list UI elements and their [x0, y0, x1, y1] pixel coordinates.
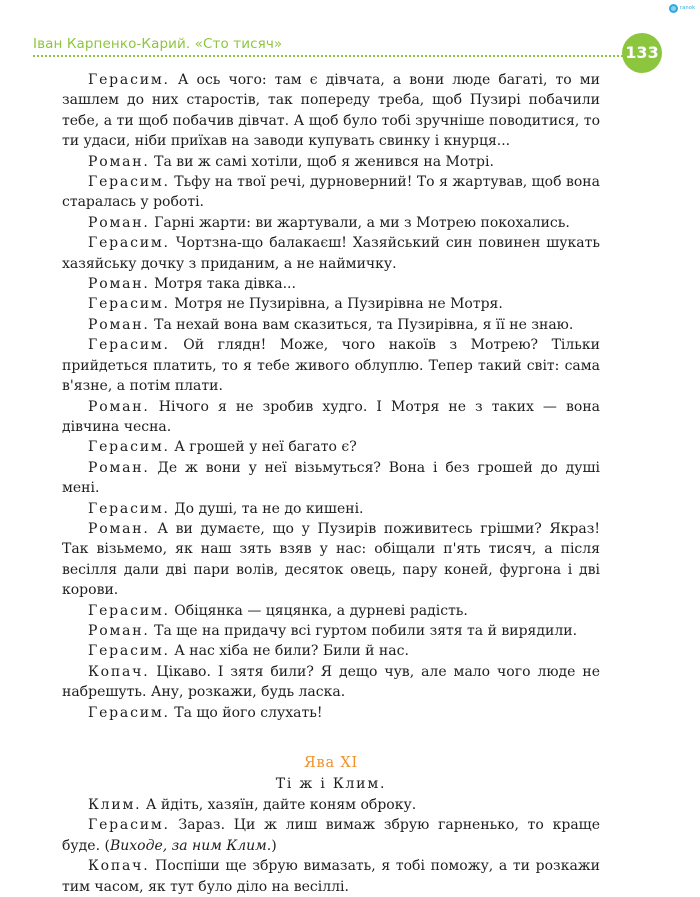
publisher-logo: [669, 4, 696, 14]
line-text: Та нехай вона вам сказиться, та Пузирівна, я її не знаю.: [149, 316, 574, 333]
line-text: Де ж вони у неї візьмуться? Вона і без грошей до душі мені.: [62, 459, 600, 497]
dialogue-line: [62, 437, 600, 457]
dialogue-line: [62, 294, 600, 314]
dialogue-line: [62, 815, 600, 856]
speaker-name: Герасим.: [88, 72, 170, 88]
dialogue-line: [62, 703, 600, 723]
dialogue-line: [62, 621, 600, 641]
line-text: Та ви ж самі хотіли, щоб я женився на Мотрі.: [149, 153, 494, 170]
speaker-name: Копач.: [88, 858, 150, 875]
act-title: Ява XI: [304, 755, 358, 771]
act-persons: Ті ж і Клим.: [275, 776, 387, 792]
line-text: Зараз. Ци ж лиш вимаж збрую гарненько, то краще буде. (: [62, 817, 600, 854]
page-number: 133: [622, 33, 662, 73]
line-text-end: ): [271, 837, 277, 854]
speaker-name: Герасим.: [88, 500, 170, 517]
dialogue-line: [62, 795, 600, 815]
speaker-name: Герасим.: [88, 643, 170, 660]
act-dialogue-block: [62, 795, 600, 897]
dialogue-line: [62, 641, 600, 661]
dialogue-line: [62, 662, 600, 703]
line-text: Ой глядн! Може, чого накоїв з Мотрею? Тільки прийдеться платить, то я тебе живого облуплю. Тепер такий світ: сама в'язне, а потім плати.: [62, 337, 600, 395]
line-text: А йдіть, хазяїн, дайте коням оброку.: [141, 797, 417, 813]
speaker-name: Клим.: [88, 797, 142, 813]
dialogue-line: [62, 233, 600, 274]
speaker-name: Герасим.: [88, 817, 170, 834]
speaker-name: Герасим.: [88, 439, 170, 456]
publisher-logo-text: ranok: [680, 5, 696, 11]
line-text: Нічого я не зробив худго. І Мотря не з таких — вона дівчина чесна.: [62, 398, 600, 435]
dialogue-line: [62, 458, 600, 499]
speaker-name: Роман.: [88, 276, 150, 293]
line-text: Чортзна-що балакаєш! Хазяйський син повинен шукать хазяйську дочку з приданим, а не наймичку.: [62, 235, 600, 272]
line-text: Поспіши ще збрую вимазать, я тобі поможу, а ти розкажи тим часом, як тут було діло на весіллі.: [62, 858, 600, 895]
dialogue-line: [62, 172, 600, 213]
dialogue-line: [62, 499, 600, 519]
dialogue-block: [62, 70, 600, 723]
line-text: До душі, та не до кишені.: [169, 500, 364, 517]
speaker-name: Роман.: [88, 622, 150, 639]
line-text: А нас хіба не били? Били й нас.: [169, 643, 409, 660]
dialogue-line: [62, 213, 600, 233]
header-dotted-rule: [33, 55, 627, 57]
speaker-name: Герасим.: [88, 296, 170, 313]
speaker-name: Герасим.: [88, 602, 170, 619]
speaker-name: Роман.: [88, 398, 150, 415]
play-text: [62, 70, 600, 897]
line-text: А ви думаєте, що у Пузирів поживитесь грішми? Якраз! Так візьмемо, як наш зять взяв у нас: обіщали п'ять тисяч, а після весілля дали дві пари волів, десяток овець, пару коней, фургона і дві корови.: [62, 520, 600, 599]
line-text: Та ще на придачу всі гуртом побили зятя та й вирядили.: [149, 622, 578, 639]
dialogue-line: [62, 315, 600, 335]
line-text: Цікаво. І зятя били? Я дещо чув, але мало чого люде не набрешуть. Ану, розкажи, будь ласка.: [62, 663, 600, 701]
speaker-name: Роман.: [88, 520, 150, 537]
speaker-name: Герасим.: [88, 174, 170, 191]
speaker-name: Роман.: [88, 316, 150, 333]
line-text: Тьфу на твої речі, дурноверний! То я жартував, щоб вона старалась у роботі.: [62, 174, 600, 211]
line-text: Мотря не Пузирівна, а Пузирівна не Мотря.: [169, 296, 503, 313]
speaker-name: Роман.: [88, 214, 150, 231]
line-text: А грошей у неї багато є?: [169, 439, 357, 456]
line-text: Та що його слухать!: [169, 704, 323, 721]
line-text: А ось чого: там є дівчата, а вони люде багаті, то ми зашлем до них старостів, так попереду треба, щоб Пузирі побачили тебе, а ти щоб побачив дівчат. А щоб було тобі зручніше поводитися, то ти удаси, ніби приїхав на заводи купувать свинку і кнурця...: [62, 72, 600, 150]
dialogue-line: [62, 519, 600, 601]
line-text: Мотря така дівка...: [149, 276, 296, 293]
speaker-name: Герасим.: [88, 235, 170, 252]
dialogue-line: [62, 152, 600, 172]
running-title: Іван Карпенко-Карий. «Сто тисяч»: [33, 36, 283, 52]
speaker-name: Роман.: [88, 459, 150, 476]
dialogue-line: [62, 70, 600, 152]
stage-direction: Виходе, за ним Клим.: [109, 837, 272, 854]
speaker-name: Герасим.: [88, 337, 170, 354]
dialogue-line: [62, 397, 600, 438]
speaker-name: Герасим.: [88, 704, 170, 721]
speaker-name: Копач.: [88, 663, 150, 680]
dialogue-line: [62, 274, 600, 294]
dialogue-line: [62, 335, 600, 396]
line-text: Гарні жарти: ви жартували, а ми з Мотрею покохались.: [149, 214, 570, 231]
line-text: Обіцянка — цяцянка, а дурневі радість.: [169, 602, 468, 619]
globe-icon: [669, 4, 678, 13]
dialogue-line: [62, 601, 600, 621]
speaker-name: Роман.: [88, 153, 150, 170]
